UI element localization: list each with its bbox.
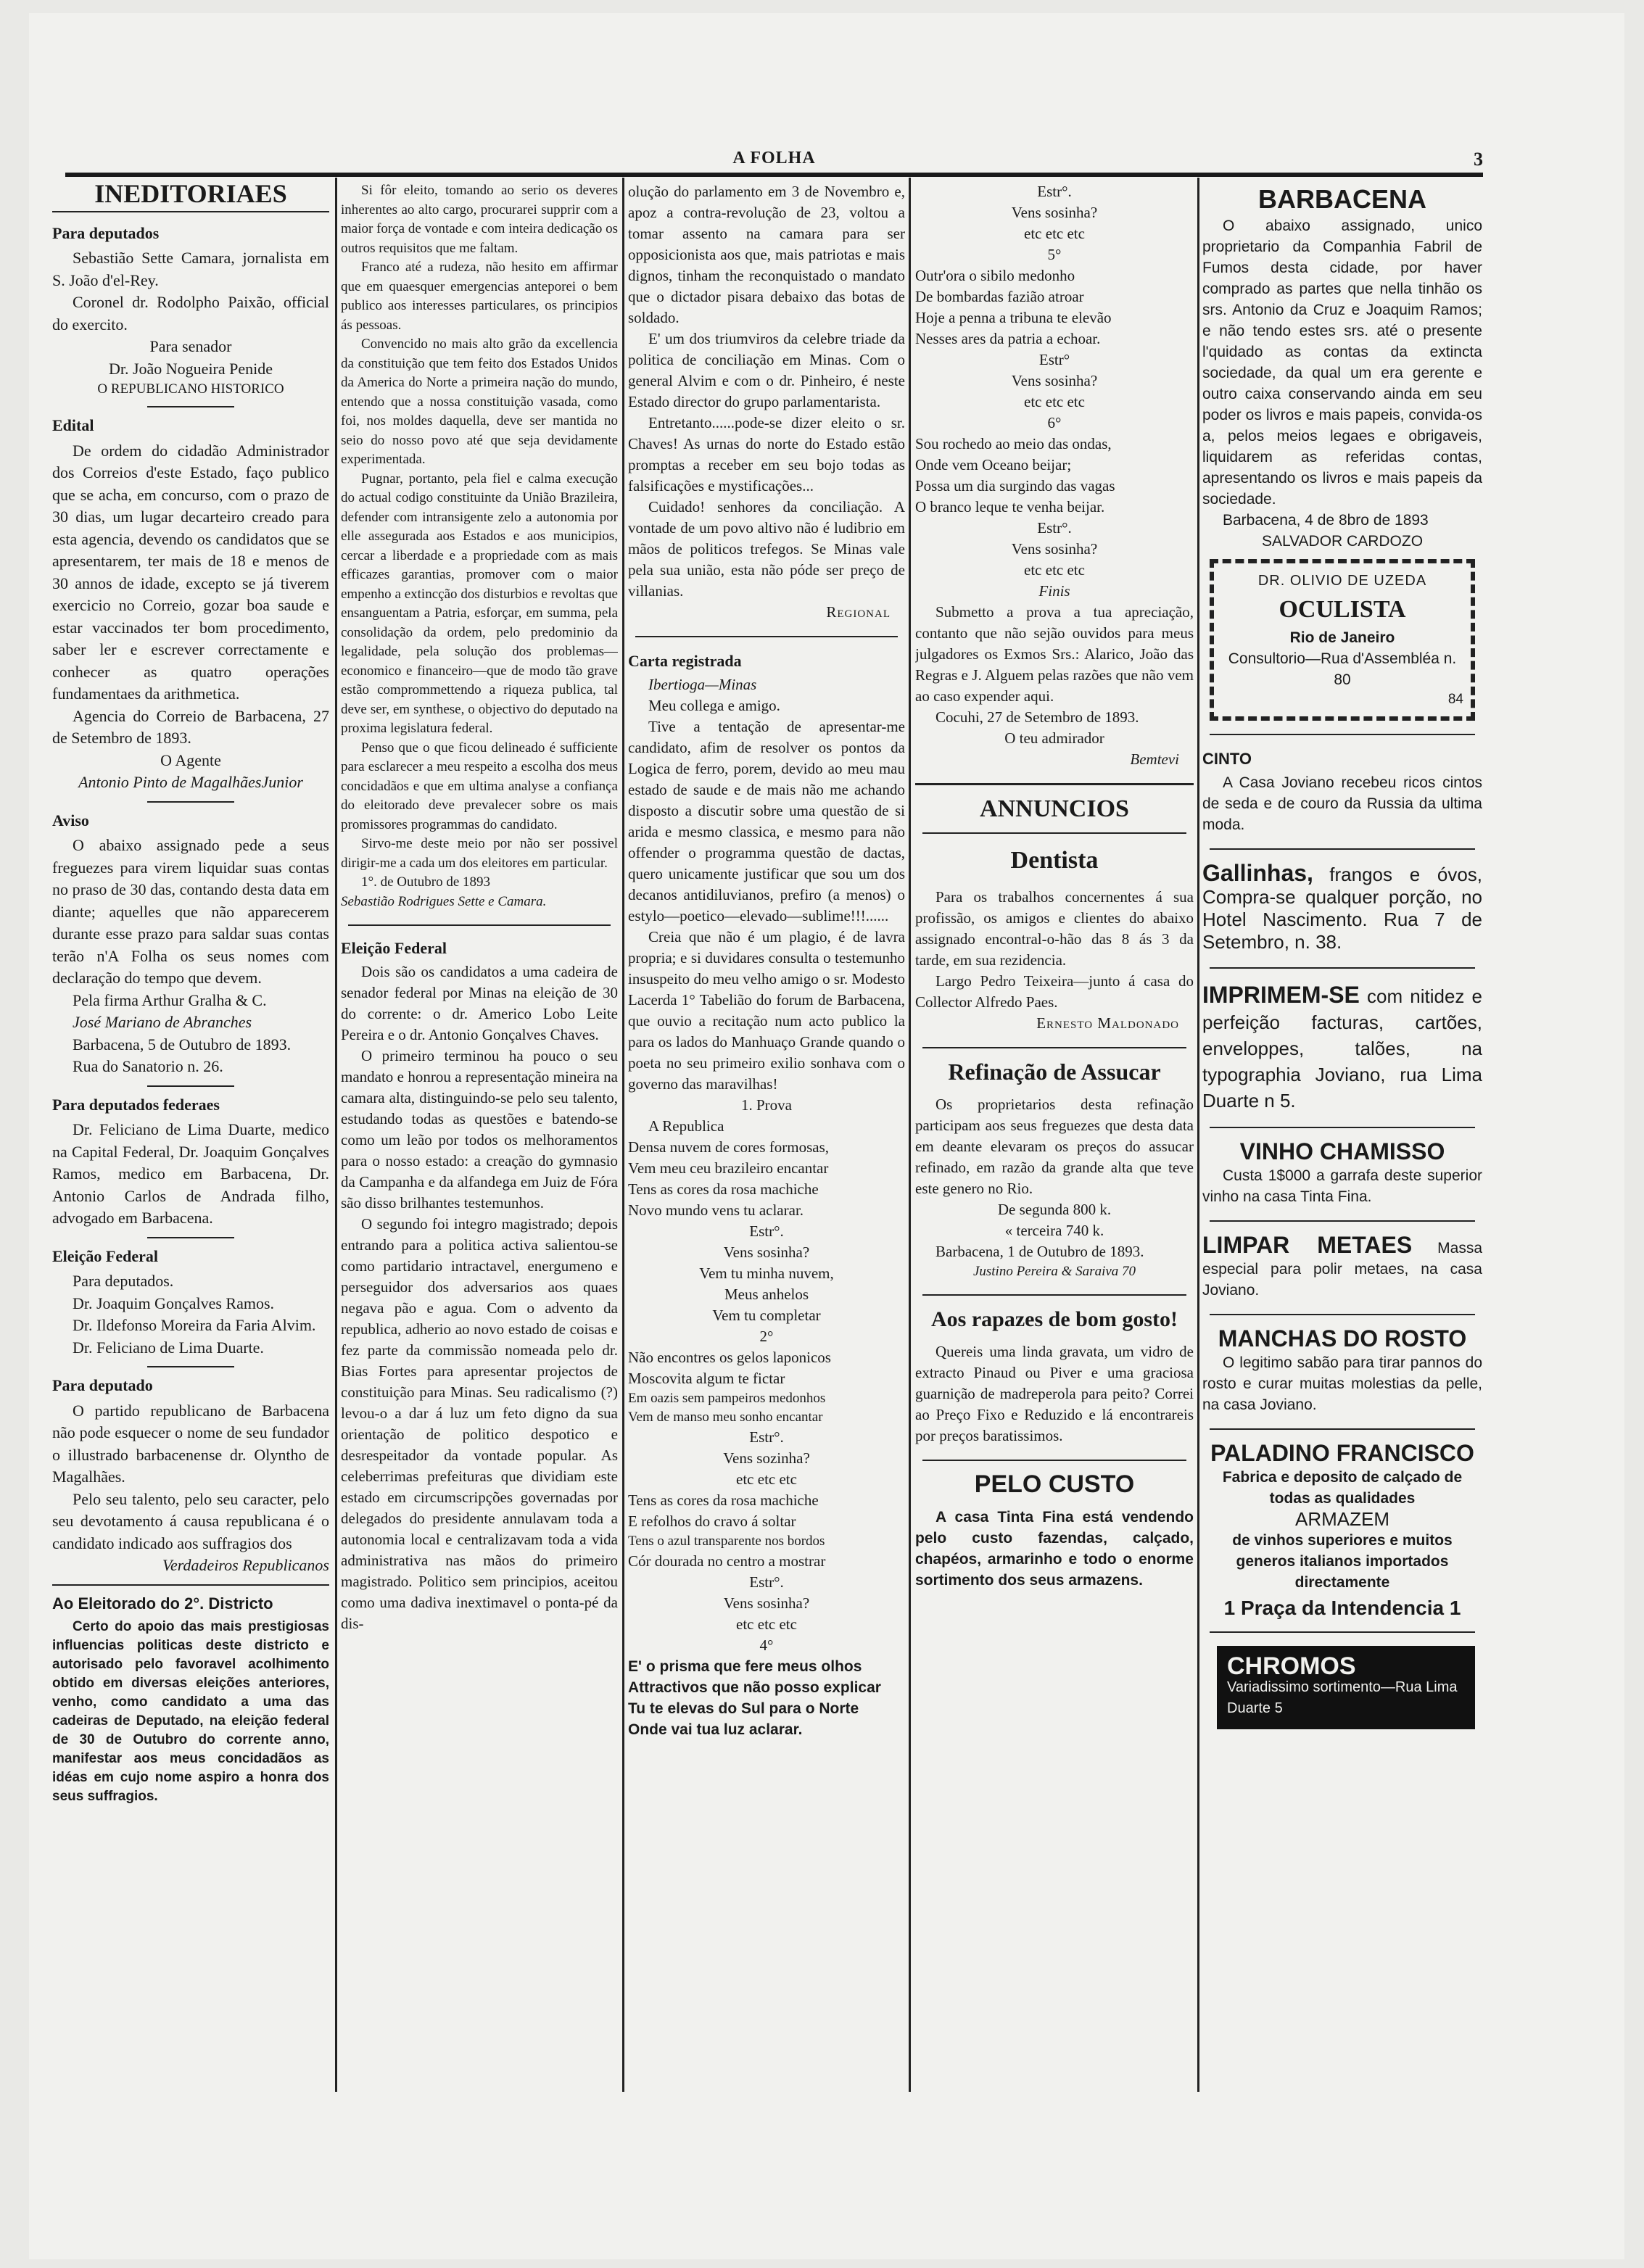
ad-number: 70 bbox=[1122, 1264, 1136, 1279]
refrain-line: etc etc etc bbox=[1024, 225, 1085, 242]
refrain-line: etc etc etc bbox=[736, 1470, 797, 1488]
article-body: Cuidado! senhores da conciliação. A vontade de um povo altivo não é ludibrio em mãos de politicos trefegos. Se Minas vale pela sua união, esta não póde ser preço de villanias. bbox=[628, 498, 905, 600]
poem-section: 5° bbox=[1047, 246, 1062, 263]
refrain: Estr°. bbox=[749, 1428, 784, 1446]
poem-section: 2° bbox=[759, 1328, 774, 1345]
column-2 bbox=[341, 181, 618, 2095]
poem-end: Finis bbox=[1038, 582, 1070, 600]
ad-text: Massa especial para polir metaes, na casa Joviano. bbox=[1202, 1240, 1482, 1299]
divider bbox=[147, 406, 234, 407]
article-heading: Para deputados bbox=[52, 223, 160, 242]
price-line: De segunda 800 k. bbox=[997, 1201, 1112, 1218]
place-line: Cocuhi, 27 de Setembro de 1893. bbox=[935, 708, 1139, 726]
article-body: Agencia do Correio de Barbacena, 27 de Setembro de 1893. bbox=[52, 706, 329, 747]
divider bbox=[1210, 1428, 1475, 1430]
ad-body: de vinhos superiores e muitos generos italianos importados directamente bbox=[1232, 1532, 1453, 1591]
column-4 bbox=[915, 181, 1194, 2095]
doctor-title: OCULISTA bbox=[1279, 596, 1406, 623]
ad-text: com nitidez e perfeição facturas, cartões, enveloppes, talões, na typographia Joviano, rua Lima Duarte n 5. bbox=[1202, 985, 1482, 1112]
ad-heading: MANCHAS DO ROSTO bbox=[1218, 1325, 1467, 1352]
doctor-address: Consultorio—Rua d'Assembléa n. 80 bbox=[1228, 650, 1457, 688]
ad-heading: Aos rapazes de bom gosto! bbox=[931, 1307, 1178, 1331]
refrain-line: Vens sosinha? bbox=[723, 1594, 810, 1612]
poem-line: Hoje a penna a tribuna te elevão bbox=[915, 309, 1112, 326]
poem-line: Não encontres os gelos laponicos bbox=[628, 1349, 831, 1366]
article-body: O abaixo assignado pede a seus freguezes para virem liquidar suas contas no praso de 30 das, contando desta data em diante; aquelles que não apparecerem durante esse prazo para saldar suas contas terão n'A Folha os seus nomes com declaração do tempo que devem. bbox=[52, 836, 329, 987]
signature bbox=[915, 1262, 1194, 1281]
divider bbox=[52, 211, 329, 212]
article-body: Dois são os candidatos a uma cadeira de senador federal por Minas na eleição de 30 do corrente: o dr. Americo Lobo Leite Pereira e o dr. Antonio Gonçalves Chaves. bbox=[341, 962, 618, 1043]
poem-line: Cór dourada no centro a mostrar bbox=[628, 1552, 826, 1570]
poem-line: Attractivos que não posso explicar bbox=[628, 1679, 881, 1696]
signature: Verdadeiros Republicanos bbox=[162, 1556, 329, 1574]
signature: Regional bbox=[826, 603, 891, 621]
poem-line: Onde vai tua luz aclarar. bbox=[628, 1721, 803, 1738]
divider bbox=[1210, 734, 1475, 735]
article-body: Entretanto......pode-se dizer eleito o sr. Chaves! As urnas do norte do Estado estão promptas a receber em seu bojo todas as falsificações e mystificações... bbox=[628, 414, 905, 494]
article-body: O primeiro terminou ha pouco o seu mandato e honrou a representação mineira na camara alta, distinguindo-se pelo seu talento, estudando todas as questões e batendo-se como um leão por todos os melhoramentos para o nosso estado: a creação do gymnasio da Campanha e da alfandega em Juiz de Fóra são disso brilhantes testemunhos. bbox=[341, 1046, 618, 1212]
ad-subheading: Fabrica e deposito de calçado de todas as qualidades bbox=[1222, 1469, 1463, 1507]
doctor-city: Rio de Janeiro bbox=[1289, 629, 1395, 646]
poem-line: Tu te elevas do Sul para o Norte bbox=[628, 1700, 859, 1717]
ad-heading: Dentista bbox=[1010, 847, 1099, 874]
ad-text: frangos e óvos, Compra-se qualquer porção, no Hotel Nascimento. Rua 7 de Setembro, n. 38. bbox=[1202, 864, 1482, 953]
article-heading: Aviso bbox=[52, 811, 89, 829]
article-body: Si fôr eleito, tomando ao serio os deveres inherentes ao alto cargo, procurarei supprir com a maior força de vontade e com inteira dedicação os outros requisitos que me faltam. bbox=[341, 183, 618, 256]
page-number: 3 bbox=[1474, 149, 1483, 170]
divider bbox=[922, 832, 1186, 834]
divider bbox=[147, 1237, 234, 1238]
refrain-line: Vens sosinha? bbox=[1011, 540, 1098, 558]
poem-line: De bombardas fazião atroar bbox=[915, 288, 1084, 305]
divider bbox=[1210, 1631, 1475, 1633]
ad-heading: PALADINO FRANCISCO bbox=[1210, 1440, 1474, 1466]
divider bbox=[147, 1085, 234, 1087]
poem-section: 6° bbox=[1047, 414, 1062, 431]
refrain: Estr°. bbox=[749, 1573, 784, 1591]
newspaper-title: A FOLHA bbox=[732, 149, 816, 167]
ad-body: Largo Pedro Teixeira—junto á casa do Collector Alfredo Paes. bbox=[915, 972, 1194, 1011]
ad-body: A casa Tinta Fina está vendendo pelo custo fazendas, calçado, chapéos, armarinho e todo o enorme sortimento dos seus armazens. bbox=[915, 1509, 1194, 1589]
chromos-ad bbox=[1217, 1646, 1475, 1729]
poem-section: 4° bbox=[759, 1636, 774, 1654]
ad-heading: BARBACENA bbox=[1258, 184, 1426, 214]
poem-line: Moscovita algum te fictar bbox=[628, 1370, 785, 1387]
article-heading: Edital bbox=[52, 416, 94, 434]
column-5 bbox=[1202, 181, 1482, 2095]
poem-line: E refolhos do cravo á soltar bbox=[628, 1512, 796, 1530]
price-line: « terceira 740 k. bbox=[1004, 1222, 1104, 1239]
poem-line: Tens as cores da rosa machiche bbox=[628, 1491, 819, 1509]
divider bbox=[147, 801, 234, 803]
signature: Bemtevi bbox=[1130, 750, 1179, 768]
divider bbox=[1210, 967, 1475, 969]
poem-line: Onde vem Oceano beijar; bbox=[915, 456, 1072, 473]
doctor-name: DR. OLIVIO DE UZEDA bbox=[1257, 573, 1427, 589]
signature: O REPUBLICANO HISTORICO bbox=[97, 381, 284, 397]
candidate-line: Sebastião Sette Camara, jornalista em S. João d'el-Rey. bbox=[52, 249, 329, 289]
poem-line: Nesses ares da patria a echoar. bbox=[915, 330, 1101, 347]
refrain-line: etc etc etc bbox=[1024, 561, 1085, 579]
ad-subheading: ARMAZEM bbox=[1295, 1508, 1389, 1530]
signature: Ernesto Maldonado bbox=[1036, 1014, 1179, 1032]
refrain-line: Vens sosinha? bbox=[1011, 372, 1098, 389]
ad-number: 84 bbox=[1447, 692, 1463, 707]
article-body: Certo do apoio das mais prestigiosas influencias politicas deste districto e autorisado pelo favoravel acolhimento obtido em diversas eleições anteriores, venho, como candidato a uma das cadeiras de Deputado, na eleição federal de 30 de Outubro do corrente anno, manifestar aos meus concidadãos as idéas em cujo nome aspiro a honra dos seus suffragios. bbox=[52, 1619, 329, 1804]
article-heading: Ao Eleitorado do 2°. Districto bbox=[52, 1594, 273, 1613]
article-body: Pugnar, portanto, pela fiel e calma execução do actual codigo constituinte da União Brazileira, defender com intransigente zelo a autonomia por elle assegurada aos Estados e aos municipios, cercar a liberdade e a propriedade com as mais efficazes garantias, promover com o maior empenho a extincção dos disturbios e revoltas que ensanguentam a Patria, esforçar, em summa, pela consolidação da ordem, pelo predominio da legalidade, pela solução dos problemas—economico e financeiro—que de modo tão grave estão comprommettendo a riqueza publica, tal deve ser, em synthese, o objectivo do deputado na proxima legislatura federal. bbox=[341, 471, 618, 736]
ad-body: Variadissimo sortimento—Rua Lima Duarte 5 bbox=[1227, 1679, 1458, 1716]
refrain-line: etc etc etc bbox=[1024, 393, 1085, 410]
article-body: O segundo foi integro magistrado; depois entrando para a politica activa salientou-se como partidario intractavel, energumeno e perseguidor dos adversarios aos quaes negava pão e agua. Com o advento da republica, adherio ao novo estado de coisas e fez parte da commissão nomeada pelo dr. Bias Fortes para apresentar projectos de constituição para Minas. Seu radicalismo (?) levou-o a dar á luz um feto digno da sua orientação de politico despotico e desrespeitador da vontade popular. As celeberrimas prefeituras que dividiam este estado em circumscripções governadas por delegados do presidente annulavam toda a autonomia local e centralizavam toda a vida administrativa nas mãos do primeiro magistrado. Politico sem principios, aceitou como uma dadiva inextimavel o ponta-pé da dis- bbox=[341, 1214, 618, 1632]
ad-body: Quereis uma linda gravata, um vidro de extracto Pinaud ou Piver e uma graciosa guarnição de madreperola para peito? Correi ao Preço Fixo e Reduzido e lá encontrareis por preços baratissimos. bbox=[915, 1343, 1194, 1444]
ad-body bbox=[1202, 1232, 1482, 1301]
poem-line: Densa nuvem de cores formosas, bbox=[628, 1138, 829, 1156]
ad-keyword: Gallinhas, bbox=[1202, 860, 1313, 886]
candidate-line: Dr. Feliciano de Lima Duarte. bbox=[73, 1338, 264, 1357]
address-line: Rua do Sanatorio n. 26. bbox=[73, 1057, 223, 1075]
candidate-line: Coronel dr. Rodolpho Paixão, official do exercito. bbox=[52, 293, 329, 334]
article-heading: Eleição Federal bbox=[52, 1246, 159, 1265]
ad-body: O legitimo sabão para tirar pannos do rosto e curar muitas molestias da pelle, na casa Joviano. bbox=[1202, 1354, 1482, 1413]
poem-line: E' o prisma que fere meus olhos bbox=[628, 1658, 862, 1675]
firm-line: Pela firma Arthur Gralha & C. bbox=[73, 990, 267, 1009]
ad-address: 1 Praça da Intendencia 1 bbox=[1223, 1597, 1461, 1619]
article-body: De ordem do cidadão Administrador dos Correios d'este Estado, faço publico que se acha, em concurso, com o prazo de 30 dias, um lugar decarteiro creado para esta agencia, devendo os candidatos que se apresentarem, ter mais de 18 e menos de 30 annos de idade, excepto se já tiverem exercicio no Correio, gozar boa saude e estar vaccinados ter bom procedimento, saber ler e escrever correctamente e conhecer as quatro operações fundamentaes da arithmetica. bbox=[52, 441, 329, 703]
refrain: Estr°. bbox=[749, 1222, 784, 1240]
date-line: Barbacena, 4 de 8bro de 1893 bbox=[1223, 512, 1429, 529]
column-divider bbox=[335, 178, 337, 2092]
ad-body bbox=[1202, 860, 1482, 954]
signature: Antonio Pinto de MagalhãesJunior bbox=[78, 773, 303, 791]
senator-label: Para senador bbox=[149, 337, 232, 355]
poem-line: Sou rochedo ao meio das ondas, bbox=[915, 435, 1112, 452]
candidate-line: Dr. Joaquim Gonçalves Ramos. bbox=[73, 1294, 275, 1312]
refrain-line: Vem tu completar bbox=[712, 1307, 821, 1324]
place-line: Ibertioga—Minas bbox=[648, 676, 757, 693]
refrain-line: Vens sosinha? bbox=[723, 1243, 810, 1261]
refrain: Estr°. bbox=[1037, 183, 1072, 200]
poem-line: Possa um dia surgindo das vagas bbox=[915, 477, 1115, 494]
poem-line: Em oazis sem pampeiros medonhos bbox=[628, 1391, 826, 1406]
article-heading: Eleição Federal bbox=[341, 939, 447, 957]
ad-body bbox=[1202, 982, 1482, 1114]
poem-line: Tens o azul transparente nos bordos bbox=[628, 1534, 825, 1549]
ad-body: Os proprietarios desta refinação participam aos seus freguezes que desta data em deante elevaram os preços do assucar refinado, em razão da grande alta que teve este genero no Rio. bbox=[915, 1096, 1194, 1197]
divider bbox=[1210, 1220, 1475, 1222]
divider bbox=[922, 1047, 1186, 1048]
signature-text: Justino Pereira & Saraiva bbox=[972, 1264, 1119, 1279]
closing: O teu admirador bbox=[1004, 729, 1104, 747]
divider bbox=[147, 1366, 234, 1367]
article-body: Tive a tentação de apresentar-me candidato, afim de resolver os pontos da Logica de ferro, porem, devido ao meu mau estado de saude e de mais não me achando disposto a discutir sobre uma questão de si arida e mesmo classica, e mesmo para não offender o programma questão de dactas, quero unicamente justificar que sou um dos decanos antidiluvianos, prefiro (a menos) o estylo—poetico—elevado—sublime!!!...... bbox=[628, 718, 905, 924]
divider bbox=[1210, 848, 1475, 850]
signature-label: O Agente bbox=[160, 750, 221, 769]
divider bbox=[922, 1460, 1186, 1461]
poem-section: 1. Prova bbox=[741, 1096, 792, 1114]
refrain-line: etc etc etc bbox=[736, 1615, 797, 1633]
column-1 bbox=[52, 181, 329, 2095]
section-heading: INEDITORIAES bbox=[94, 181, 287, 208]
article-heading: Para deputados federaes bbox=[52, 1095, 220, 1114]
refrain-line: Vem tu minha nuvem, bbox=[699, 1265, 834, 1282]
poem-title: A Republica bbox=[648, 1117, 724, 1135]
article-body: olução do parlamento em 3 de Novembro e, apoz a contra-revolução de 23, voltou a tomar assento na camara para ser opposicionista aos que, mais patriotas e mais dignos, tinham the reconquistado o mandato que o dictador pisara debaixo das botas de soldado. bbox=[628, 183, 905, 326]
article-body: Penso que o que ficou delineado é sufficiente para esclarecer a meu respeito a escolha dos meus concidadãos e que em ultima analyse a confiança do eleitorado deve prevalecer sobre os mais promissores programmas do candidato. bbox=[341, 740, 618, 832]
poem-line: Novo mundo vens tu aclarar. bbox=[628, 1201, 804, 1219]
divider bbox=[922, 1294, 1186, 1296]
ad-keyword: IMPRIMEM-SE bbox=[1202, 982, 1360, 1008]
column-divider bbox=[622, 178, 624, 2092]
senator-name: Dr. João Nogueira Penide bbox=[108, 359, 273, 378]
signature: Sebastião Rodrigues Sette e Camara. bbox=[341, 893, 547, 909]
divider bbox=[1210, 1314, 1475, 1315]
ad-heading: PELO CUSTO bbox=[974, 1470, 1135, 1498]
refrain-line: Vens sosinha? bbox=[1011, 204, 1098, 221]
ad-keyword: LIMPAR METAES bbox=[1202, 1232, 1413, 1258]
article-body: Sirvo-me deste meio por não ser possivel dirigir-me a cada um dos eleitores em particular. bbox=[341, 836, 618, 871]
divider bbox=[52, 1584, 329, 1586]
poem-line: Outr'ora o sibilo medonho bbox=[915, 267, 1075, 284]
divider bbox=[915, 783, 1194, 785]
article-body: Para deputados. bbox=[73, 1272, 174, 1290]
greeting: Meu collega e amigo. bbox=[648, 697, 780, 714]
refrain-line: Vens sozinha? bbox=[723, 1449, 810, 1467]
article-body: Pelo seu talento, pelo seu caracter, pelo seu devotamento á causa republicana é o candidato indicado aos suffragios dos bbox=[52, 1489, 329, 1552]
refrain: Estr°. bbox=[1037, 519, 1072, 537]
refrain: Estr° bbox=[1038, 351, 1070, 368]
column-divider bbox=[909, 178, 911, 2092]
divider bbox=[1210, 1127, 1475, 1128]
ad-heading: VINHO CHAMISSO bbox=[1239, 1138, 1445, 1164]
article-body: Submetto a prova a tua apreciação, contanto que não sejão ouvidos para meus julgadores os Exmos Srs.: Alarico, João das Regras e J. Alguem pelas razões que não vem ao caso expender aqui. bbox=[915, 603, 1194, 705]
article-heading: Para deputado bbox=[52, 1376, 153, 1394]
poem-line: Tens as cores da rosa machiche bbox=[628, 1180, 819, 1198]
ad-body: Custa 1$000 a garrafa deste superior vinho na casa Tinta Fina. bbox=[1202, 1167, 1482, 1205]
column-divider bbox=[1197, 178, 1199, 2092]
article-body: Dr. Feliciano de Lima Duarte, medico na Capital Federal, Dr. Joaquim Gonçalves Ramos, medico em Barbacena, Dr. Antonio Carlos de Andrada filho, advogado em Barbacena. bbox=[52, 1120, 329, 1227]
oculista-ad bbox=[1210, 559, 1475, 721]
poem-line: Vem de manso meu sonho encantar bbox=[628, 1410, 823, 1425]
article-body: Franco até a rudeza, não hesito em affirmar que em quaesquer emergencias anteporei o bem publico aos interesses particulares, os principios ás pessoas. bbox=[341, 260, 618, 333]
section-heading: ANNUNCIOS bbox=[980, 795, 1129, 822]
ad-heading: Refinação de Assucar bbox=[948, 1059, 1161, 1085]
signature: José Mariano de Abranches bbox=[73, 1013, 252, 1031]
header-rule bbox=[65, 173, 1483, 177]
article-heading: Carta registrada bbox=[628, 652, 742, 670]
article-body: O partido republicano de Barbacena não pode esquecer o nome de seu fundador o illustrado barbacenense dr. Olyntho de Magalhães. bbox=[52, 1401, 329, 1486]
ad-heading: CHROMOS bbox=[1227, 1652, 1356, 1680]
article-body: Convencido no mais alto grão da excellencia da constituição que tem feito dos Estados Unidos da America do Norte a primeira nação do mundo, entendo que a nossa constituição vasada, como foi, nos moldes daquella, deve ser mantida no seio do nosso povo até que seja devidamente experimentada. bbox=[341, 336, 618, 467]
ad-body: O abaixo assignado, unico proprietario da Companhia Fabril de Fumos desta cidade, por haver comprado as partes que nella tinhão os srs. Antonio da Cruz e Joaquim Ramos; e não tendo estes srs. até o presente l'quidado as contas da extincta sociedade, da qual um era gerente e outro caixa conservando ainda em seu poder os livros e mais papeis, convida-os a, pelos meios legaes e obrigaveis, liquidarem as referidas contas, apresentando os livros e mais papeis da sociedade. bbox=[1202, 218, 1482, 508]
ad-heading: CINTO bbox=[1202, 750, 1252, 768]
candidate-line: Dr. Ildefonso Moreira da Faria Alvim. bbox=[73, 1316, 316, 1334]
signature: SALVADOR CARDOZO bbox=[1261, 533, 1424, 550]
ad-body: Para os trabalhos concernentes á sua profissão, os amigos e clientes do abaixo assignado encontral-o-hão das 8 ás 3 da tarde, em sua rezidencia. bbox=[915, 888, 1194, 969]
poem-line: O branco leque te venha beijar. bbox=[915, 498, 1105, 516]
refrain-line: Meus anhelos bbox=[724, 1286, 809, 1303]
divider bbox=[348, 924, 611, 926]
poem-line: Vem meu ceu brazileiro encantar bbox=[628, 1159, 829, 1177]
ad-body: A Casa Joviano recebeu ricos cintos de seda e de couro da Russia da ultima moda. bbox=[1202, 774, 1482, 833]
date-line: 1°. de Outubro de 1893 bbox=[361, 874, 491, 890]
divider bbox=[635, 636, 898, 637]
column-3 bbox=[628, 181, 905, 2095]
article-body: E' um dos triumviros da celebre triade da politica de conciliação em Minas. Com o general Alvim e com o dr. Pinheiro, é neste Estado director do grupo parlamentarista. bbox=[628, 330, 905, 410]
article-body: Creia que não é um plagio, é de lavra propria; e si duvidares consulta o testemunho insuspeito do meu velho amigo o sr. Modesto Lacerda 1° Tabelião do forum de Barbacena, que ouvio a recitação num acto publico la para os lados do Manhuaço Grande quando o poeta no seu primeiro exilio sonhava com o governo das maravilhas! bbox=[628, 928, 905, 1093]
date-line: Barbacena, 5 de Outubro de 1893. bbox=[73, 1035, 292, 1054]
date-line: Barbacena, 1 de Outubro de 1893. bbox=[935, 1243, 1144, 1260]
